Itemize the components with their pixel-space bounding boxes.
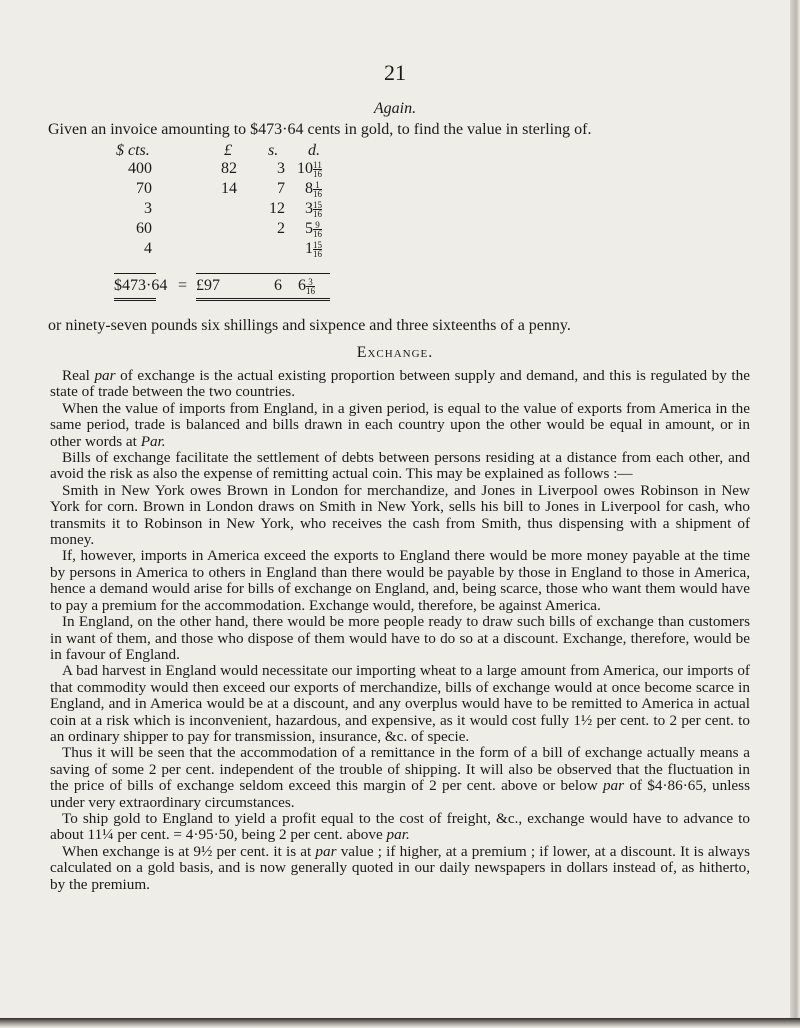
pence-fraction: [313, 181, 322, 198]
col-header-pence: d.: [308, 142, 320, 159]
fraction-denominator: 16: [313, 248, 322, 259]
italic-term: par: [315, 842, 337, 860]
row-pence: [305, 180, 322, 198]
fraction-denominator: 16: [313, 208, 322, 219]
paragraph-text: Smith in New York owes Brown in London for merchandize, and Jones in Liverpool owes Robinson in New York for corn. Brown in London draws on Smith in New York, sells his bill to Jones in Liverpool for cash, who transmits it to Robinson in New York, who receives the cash from Smith, thus dispensing with a shipment of money.: [50, 481, 750, 549]
intro-line: Given an invoice amounting to $473·64 cents in gold, to find the value in sterling of.: [48, 121, 592, 138]
double-rule-sterling-b: [196, 300, 330, 301]
body-text: [50, 368, 750, 893]
fraction-numerator: 9: [313, 221, 322, 230]
body-paragraph: [50, 450, 750, 483]
body-paragraph: [50, 483, 750, 549]
section-label: Again.: [373, 100, 417, 117]
row-shillings: 7: [277, 180, 285, 197]
pence-whole: 8: [305, 180, 313, 197]
total-pence: [298, 277, 315, 295]
col-header-pounds: £: [224, 142, 232, 159]
page-edge-right: [790, 0, 800, 1028]
page-edge-bottom: [0, 1018, 800, 1028]
paragraph-text: Bills of exchange facilitate the settlement of debts between persons residing at a distance from each other, and avoid the risk as also the expense of remitting actual coin. This may be explained as follows :—: [50, 449, 750, 483]
fraction-numerator: 1: [313, 181, 322, 190]
total-dollars: $473·64: [114, 277, 168, 294]
fraction-denominator: 16: [313, 188, 322, 199]
fraction-denominator: 16: [313, 228, 322, 239]
row-dollars: 3: [144, 200, 152, 217]
paragraph-text: Real: [62, 367, 95, 384]
paragraph-text: value ; if higher, at a premium ; if lower, at a discount. It is always calculated on a gold basis, and is now generally quoted in our daily newspapers in dollars instead of, as hitherto, by the premium.: [50, 842, 750, 893]
paragraph-text: Thus it will be seen that the accommodation of a remittance in the form of a bill of exchange actually means a saving of some 2 per cent. independent of the trouble of shipping. It will also be observed that the fluctuation in the price of bills of exchange seldom exceed this margin of 2 per cent. above or below: [50, 744, 750, 795]
row-pounds: 82: [221, 160, 237, 177]
total-pounds: £97: [196, 277, 220, 294]
double-rule-sterling-a: [196, 298, 330, 299]
total-pence-whole: 6: [298, 277, 306, 294]
row-dollars: 400: [128, 160, 152, 177]
paragraph-text: When the value of imports from England, in a given period, is equal to the value of exports from America in the same period, trade is balanced and bills drawn in each country upon the other would be equal in amount, or in other words at: [50, 399, 750, 450]
row-pence: [297, 160, 322, 178]
double-rule-dollars-a: [114, 298, 156, 299]
sum-rule-sterling: [196, 273, 330, 274]
double-rule-dollars-b: [114, 300, 156, 301]
row-pounds: 14: [221, 180, 237, 197]
conversion-table: [0, 139, 790, 299]
section-heading: Exchange.: [356, 344, 434, 361]
row-dollars: 4: [144, 240, 152, 257]
fraction-numerator: 11: [313, 159, 322, 170]
row-shillings: 3: [277, 160, 285, 177]
paragraph-text: If, however, imports in America exceed the exports to England there would be more money payable at the time by persons in America to others in England than there would be payable by those in England to those in America, hence a demand would arise for bills of exchange on England, and, being scarce, those who want them would have to pay a premium for the accommodation. Exchange would, therefore, be against America.: [50, 547, 750, 614]
summary-line: or ninety-seven pounds six shillings and sixpence and three sixteenths of a penny.: [48, 317, 571, 334]
body-paragraph: [50, 745, 750, 811]
paragraph-text: To ship gold to England to yield a profit equal to the cost of freight, &c., exchange would have to advance to about 11¼ per cent. = 4·95·50, being 2 per cent. above: [50, 809, 750, 844]
body-paragraph: [50, 401, 750, 450]
row-dollars: 60: [136, 220, 152, 237]
pence-fraction: [313, 201, 322, 218]
pence-fraction: [313, 221, 322, 238]
paragraph-text: In England, on the other hand, there would be more people ready to draw such bills of exchange than customers in want of them, and those who dispose of them would have to do so at a discount. Exchange, therefore, would be in favour of England.: [50, 613, 750, 663]
sum-rule-dollars: [114, 273, 156, 274]
total-shillings: 6: [274, 277, 282, 294]
pence-whole: 10: [297, 160, 313, 177]
row-dollars: 70: [136, 180, 152, 197]
body-paragraph: [50, 614, 750, 663]
fraction-numerator: 15: [313, 199, 322, 210]
fraction-numerator: 3: [306, 278, 315, 287]
page-number: 21: [384, 60, 406, 85]
body-paragraph: [50, 368, 750, 401]
fraction-numerator: 15: [313, 239, 322, 250]
body-paragraph: [50, 663, 750, 745]
col-header-dollars: $ cts.: [116, 142, 150, 159]
paragraph-text: When exchange is at 9½ per cent. it is at: [62, 842, 316, 860]
body-paragraph: [50, 844, 750, 893]
row-shillings: 12: [269, 200, 285, 217]
fraction-denominator: 16: [313, 168, 322, 179]
row-pence: [305, 240, 322, 258]
italic-term: par: [94, 367, 116, 384]
pence-whole: 3: [305, 200, 313, 217]
paragraph-text: of exchange is the actual existing proportion between supply and demand, and this is regulated by the state of trade between the two countries.: [50, 367, 750, 401]
italic-term: par.: [386, 826, 410, 844]
paragraph-text: A bad harvest in England would necessitate our importing wheat to a large amount from America, our imports of that commodity would then exceed our exports of merchandize, bills of exchange would at once become scarce in England, and in America would be at a discount, and any overplus would have to be remitted to America in actual coin at a risk which is inconvenient, hazardous, and expensive, as it would cost fully 1½ per cent. to 2 per cent. to an ordinary shipper to pay for transmission, insurance, &c. of specie.: [50, 662, 750, 745]
body-paragraph: [50, 548, 750, 614]
italic-term: par: [602, 777, 625, 795]
pence-whole: 5: [305, 220, 313, 237]
row-shillings: 2: [277, 220, 285, 237]
row-pence: [305, 200, 322, 218]
paragraph-text: of $4·86·65, unless under very extraordinary circumstances.: [50, 777, 750, 811]
italic-term: Par.: [140, 432, 166, 450]
body-paragraph: [50, 811, 750, 844]
col-header-shillings: s.: [268, 142, 279, 159]
total-pence-fraction: [306, 278, 315, 295]
pence-fraction: [313, 161, 322, 178]
pence-whole: 1: [305, 240, 313, 257]
pence-fraction: [313, 241, 322, 258]
row-pence: [305, 220, 322, 238]
total-equals: =: [178, 277, 188, 294]
fraction-denominator: 16: [306, 285, 315, 296]
